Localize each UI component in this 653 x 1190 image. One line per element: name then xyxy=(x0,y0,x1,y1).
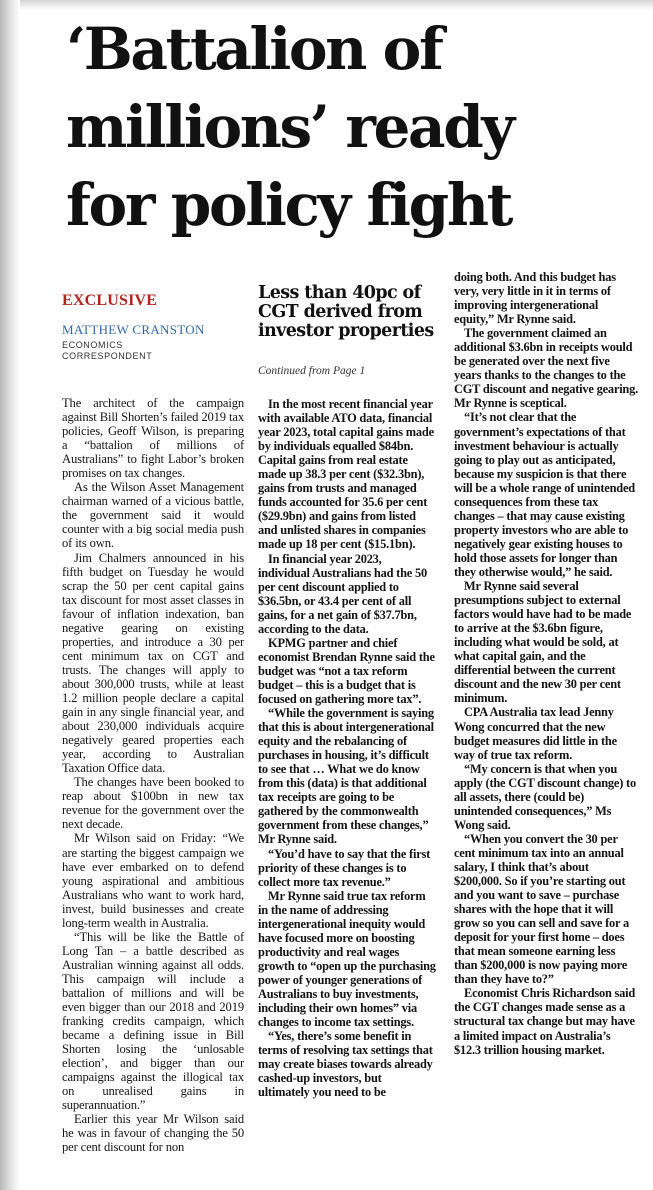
paragraph: “While the government is saying that this is about intergenerational equity and the rebalancing of purchases in housing, it’s difficult to see that … What we do know from this (data) is that additional tax receipts are going to be gathered by the commonwealth government from these changes,” Mr Rynne said. xyxy=(258,706,434,847)
paragraph: “My concern is that when you apply (the CGT discount change) to all assets, there (could be) unintended consequences,” Ms Wong said. xyxy=(454,761,636,832)
left-column xyxy=(62,292,244,1155)
byline-role-line: CORRESPONDENT xyxy=(62,351,153,361)
article-body-left xyxy=(62,396,244,1155)
paragraph: CPA Australia tax lead Jenny Wong concurred that the new budget measures did little in the way of true tax reform. xyxy=(454,705,617,762)
paragraph: The government claimed an additional $3.6bn in receipts would be generated over the next five years thanks to the changes to the CGT discount and negative gearing. Mr Rynne is sceptical. xyxy=(454,326,639,411)
paragraph: Economist Chris Richardson said the CGT changes made sense as a structural tax change but may have a limited impact on Australia’s $12.3 trillion housing market. xyxy=(454,986,636,1057)
paragraph: Earlier this year Mr Wilson said he was in favour of changing the 50 per cent discount for non xyxy=(62,1112,244,1155)
paragraph: Mr Rynne said several presumptions subject to external factors would have had to be made to arrive at the $3.6bn figure, including what would be sold, at what capital gain, and the differential between the current discount and the new 30 per cent minimum. xyxy=(454,579,632,706)
paragraph: “You’d have to say that the first priority of these changes is to collect more tax revenue.” xyxy=(258,846,431,889)
paragraph: In the most recent financial year with available ATO data, financial year 2023, total capital gains made by individuals equalled $84bn. Capital gains from real estate made up 38.3 per cent ($32.3bn), gains from trusts and managed funds accounted for 35.6 per cent ($29.9bn) and gains from listed and unlisted shares in companies made up 18 per cent ($15.1bn). xyxy=(258,397,434,552)
page-top-edge xyxy=(20,0,653,10)
paragraph: Mr Wilson said on Friday: “We are starting the biggest campaign we have ever embarked on to defend young aspirational and ambitious Australians who want to work hard, invest, build businesses and create long-term wealth in Australia. xyxy=(62,831,244,930)
paragraph: In financial year 2023, individual Australians had the 50 per cent discount applied to $36.5bn, or 43.4 per cent of all gains, for a net gain of $37.7bn, according to the data. xyxy=(258,551,427,636)
paragraph: Jim Chalmers announced in his fifth budget on Tuesday he would scrap the 50 per cent capital gains tax discount for most asset classes in favour of inflation indexation, ban negative gearing on existing properties, and introduce a 30 per cent minimum tax on CGT and trusts. The changes will apply to about 300,000 trusts, while at least 1.2 million people declare a capital gain in any single financial year, and about 230,000 individuals acquire negatively geared properties each year, according to Australian Taxation Office data. xyxy=(62,550,244,776)
byline-role-line: ECONOMICS xyxy=(62,340,123,350)
paragraph: As the Wilson Asset Management chairman warned of a vicious battle, the government said it would counter with a big social media push of its own. xyxy=(62,480,244,551)
paragraph: KPMG partner and chief economist Brendan Rynne said the budget was “not a tax reform budget – this is a budget that is focused on gathering more tax”. xyxy=(258,635,435,706)
paragraph: “It’s not clear that the government’s expectations of that investment behaviour is actually going to play out as anticipated, because my suspicion is that there will be a whole range of unintended consequences from these tax changes – that may cause existing property investors who are able to negatively gear existing houses to hold those assets for longer than they otherwise would,” he said. xyxy=(454,410,635,579)
paragraph: “This will be like the Battle of Long Tan – a battle described as Australian winning against all odds. This campaign will include a battalion of millions and will be even bigger than our 2018 and 2019 franking credits campaign, which became a defining issue in Bill Shorten losing the ‘unlosable election’, and bigger than our campaigns against the illogical tax on unrealised gains in superannuation.” xyxy=(62,929,244,1113)
byline-role xyxy=(62,340,244,362)
headline-line: for policy fight xyxy=(66,171,511,239)
paragraph: doing both. And this budget has very, very little in it in terms of improving intergenerational equity,” Mr Rynne said. xyxy=(454,270,616,327)
paragraph: Mr Rynne said true tax reform in the name of addressing intergenerational inequity would have focused more on boosting productivity and real wages growth to “open up the purchasing power of younger generations of Australians to buy investments, including their own homes” via changes to income tax settings. xyxy=(258,888,436,1030)
paragraph: “Yes, there’s some benefit in terms of resolving tax settings that may create biases towards already cashed-up investors, but ultimately you need to be xyxy=(258,1029,433,1100)
paragraph: “When you convert the 30 per cent minimum tax into an annual salary, I think that’s about $200,000. So if you’re starting out and you want to save – purchase shares with the hope that it will grow so you can sell and save for a deposit for your first home – does that mean someone earning less than $200,000 is now paying more than they have to?” xyxy=(454,831,629,987)
middle-column xyxy=(258,284,436,1099)
sidebar-subhead: Less than 40pc of CGT derived from investor properties xyxy=(258,283,434,341)
headline-line: millions’ ready xyxy=(66,93,513,161)
byline-name: MATTHEW CRANSTON xyxy=(62,322,205,337)
article-body-right xyxy=(454,270,638,1057)
paragraph: The architect of the campaign against Bill Shorten’s failed 2019 tax policies, Geoff Wilson, is preparing a “battalion of millions of Australians” to fight Labor’s broken promises on tax changes. xyxy=(62,396,244,481)
paragraph: The changes have been booked to reap about $100bn in new tax revenue for the government over the next decade. xyxy=(62,775,244,832)
page-fold-shadow xyxy=(0,0,20,1190)
continued-from-note: Continued from Page 1 xyxy=(258,365,366,377)
right-column xyxy=(454,270,638,1057)
headline-line: ‘Battalion of xyxy=(66,15,442,83)
article-body-middle xyxy=(258,397,436,1099)
headline xyxy=(66,10,646,244)
exclusive-kicker: EXCLUSIVE xyxy=(62,292,158,309)
